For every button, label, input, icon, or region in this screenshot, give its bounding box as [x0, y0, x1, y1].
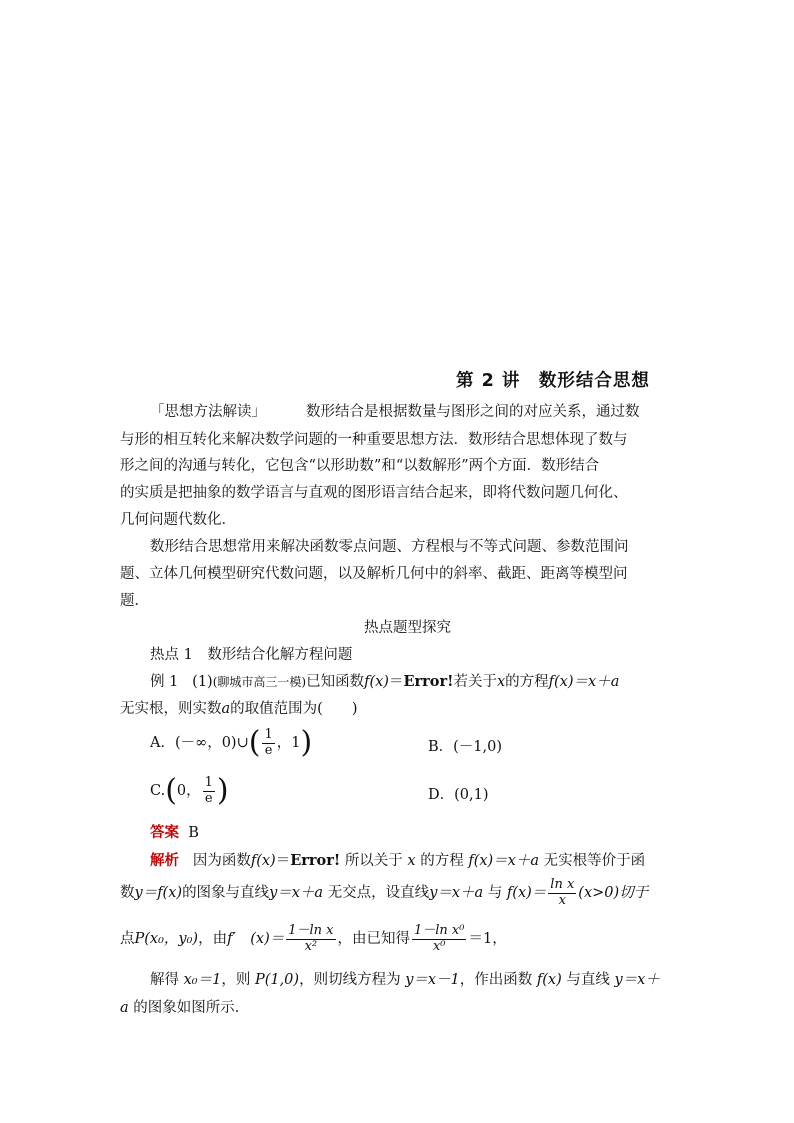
hot1-heading: 热点 1 数形结合化解方程问题: [150, 647, 353, 663]
analysis-label: 解析: [150, 853, 179, 869]
example-error: Error!: [403, 673, 454, 690]
example-a: a: [221, 701, 231, 717]
example-fx: f(x): [364, 674, 389, 690]
option-a-den: e: [264, 742, 273, 758]
analysis-l2-fx: f(x)＝: [506, 885, 547, 901]
analysis-l4-p: P(1,0): [254, 972, 300, 988]
page-title: 第 2 讲 数形结合思想: [456, 371, 650, 391]
analysis-l3-den2: x⁰: [432, 938, 446, 954]
analysis-l2-line2: y＝x＋a: [429, 885, 484, 901]
example-line2-b: 的取值范围为( ): [230, 701, 358, 717]
analysis-l3-fraction: [286, 924, 335, 955]
analysis-line-2: [120, 876, 648, 910]
option-c-den: e: [204, 790, 213, 806]
example-eq: ＝: [388, 674, 404, 690]
analysis-l3-fprime: f′ (x)＝: [227, 931, 285, 947]
example-x: x: [496, 674, 506, 690]
intro-label: 「思想方法解读」: [150, 404, 266, 420]
analysis-l1-c: 的方程: [420, 853, 464, 869]
intro-line-3: 形之间的沟通与转化，它包含“以形助数”和“以数解形”两个方面．数形结合: [120, 458, 600, 474]
analysis-l4-x0: x₀＝1: [183, 972, 222, 988]
analysis-line-5: [120, 996, 249, 1017]
analysis-l2-a: 数: [120, 885, 135, 901]
example-text-a: 已知函数: [306, 674, 365, 690]
analysis-l3-a: 点: [120, 931, 135, 947]
answer-value: B: [188, 825, 199, 841]
analysis-l3-c: ，由已知得: [337, 931, 410, 947]
analysis-l3-num: 1－ln x: [288, 922, 334, 938]
option-a-pre: A．(－∞，0)∪: [150, 735, 249, 751]
analysis-l1-a: 因为函数: [192, 853, 251, 869]
analysis-l1-eqn: f(x)＝x＋a: [468, 853, 540, 869]
analysis-line-3: [120, 922, 507, 956]
example-label: 例 1: [150, 674, 179, 690]
analysis-l3-num2: 1－ln x⁰: [414, 922, 465, 938]
intro-text-1: 数形结合是根据数量与图形之间的对应关系，通过数: [306, 404, 640, 420]
analysis-l1-fx: f(x): [250, 853, 276, 869]
analysis-l1-eq: ＝: [275, 853, 291, 869]
option-c-num: 1: [204, 774, 213, 790]
analysis-l5-b: 的图象如图所示．: [133, 1000, 250, 1016]
analysis-l2-d: 与: [487, 885, 503, 901]
intro-line-2: 与形的相互转化来解决数学问题的一种重要思想方法．数形结合思想体现了数与: [120, 432, 628, 448]
analysis-l4-a: 解得: [150, 972, 179, 988]
analysis-line-4: [150, 968, 660, 989]
option-c-rparen: ): [216, 773, 229, 808]
option-a-lparen: (: [248, 725, 261, 760]
analysis-l2-c: 无交点，设直线: [327, 885, 430, 901]
example-text-b: 若关于: [453, 674, 497, 690]
option-a: [150, 726, 312, 760]
analysis-l2-fraction: [548, 878, 576, 909]
intro-line-4: 的实质是把抽象的数学语言与直观的图形语言结合起来，即将代数问题几何化、: [120, 485, 628, 501]
answer-line: [150, 821, 199, 842]
analysis-l2-b: 的图象与直线: [182, 885, 270, 901]
option-a-rparen: ): [300, 725, 313, 760]
example-equation: f(x)＝x＋a: [548, 674, 620, 690]
analysis-l4-fx: f(x): [536, 972, 562, 988]
example-line-1: [150, 670, 619, 691]
option-a-fraction: [262, 728, 274, 759]
analysis-l3-den: x²: [304, 938, 318, 954]
option-b: B．(－1,0): [428, 739, 503, 755]
option-c-mid: 0，: [176, 783, 201, 799]
example-source: (聊城市高三一模): [212, 675, 307, 689]
analysis-l3-d: ＝1，: [468, 931, 507, 947]
option-d: D．(0,1): [428, 787, 489, 803]
analysis-l4-e: 与直线: [566, 972, 610, 988]
analysis-l3-b: ，由: [198, 931, 228, 947]
option-c-fraction: [203, 776, 215, 807]
section-heading: 热点题型探究: [364, 620, 451, 636]
analysis-l2-num: ln x: [550, 876, 575, 892]
analysis-l4-d: ，作出函数: [459, 972, 533, 988]
intro-line-1: [150, 400, 640, 421]
option-c-lparen: (: [165, 773, 177, 808]
answer-label: 答案: [150, 825, 179, 841]
analysis-l1-error: Error!: [290, 852, 341, 869]
option-a-post: ，1: [276, 735, 301, 751]
analysis-l2-den: x: [558, 892, 566, 908]
analysis-line-1: [150, 849, 645, 870]
para2-line-3: 题．: [120, 593, 149, 609]
analysis-l4-b: ，则: [221, 972, 251, 988]
analysis-l2-e: (x>0)切于: [578, 885, 649, 901]
intro-line-5: 几何问题代数化．: [120, 512, 236, 528]
analysis-l4-c: ，则切线方程为: [299, 972, 401, 988]
option-a-num: 1: [264, 726, 273, 742]
analysis-l5-a: a: [120, 1000, 129, 1016]
analysis-l4-line: y＝x－1: [405, 972, 460, 988]
analysis-l2-y: y＝f(x): [134, 885, 183, 901]
analysis-l1-x: x: [407, 853, 416, 869]
analysis-l1-d: 无实根等价于函: [543, 853, 646, 869]
option-c-pre: C.: [150, 783, 166, 799]
analysis-l4-line2: y＝x＋: [614, 972, 660, 988]
para2-line-2: 题、立体几何模型研究代数问题，以及解析几何中的斜率、截距、距离等模型问: [120, 566, 628, 582]
analysis-l3-p: P(x₀，y₀): [134, 931, 199, 947]
analysis-l1-b: 所以关于: [344, 853, 403, 869]
para2-line-1: 数形结合思想常用来解决函数零点问题、方程根与不等式问题、参数范围问: [150, 539, 629, 555]
option-c: [150, 774, 229, 808]
example-line-2: [120, 697, 357, 718]
example-part: (1): [192, 674, 213, 690]
analysis-l3-fraction-2: [412, 924, 466, 955]
example-line2-a: 无实根，则实数: [120, 701, 222, 717]
analysis-l2-line: y＝x＋a: [269, 885, 324, 901]
example-text-c: 的方程: [505, 674, 549, 690]
